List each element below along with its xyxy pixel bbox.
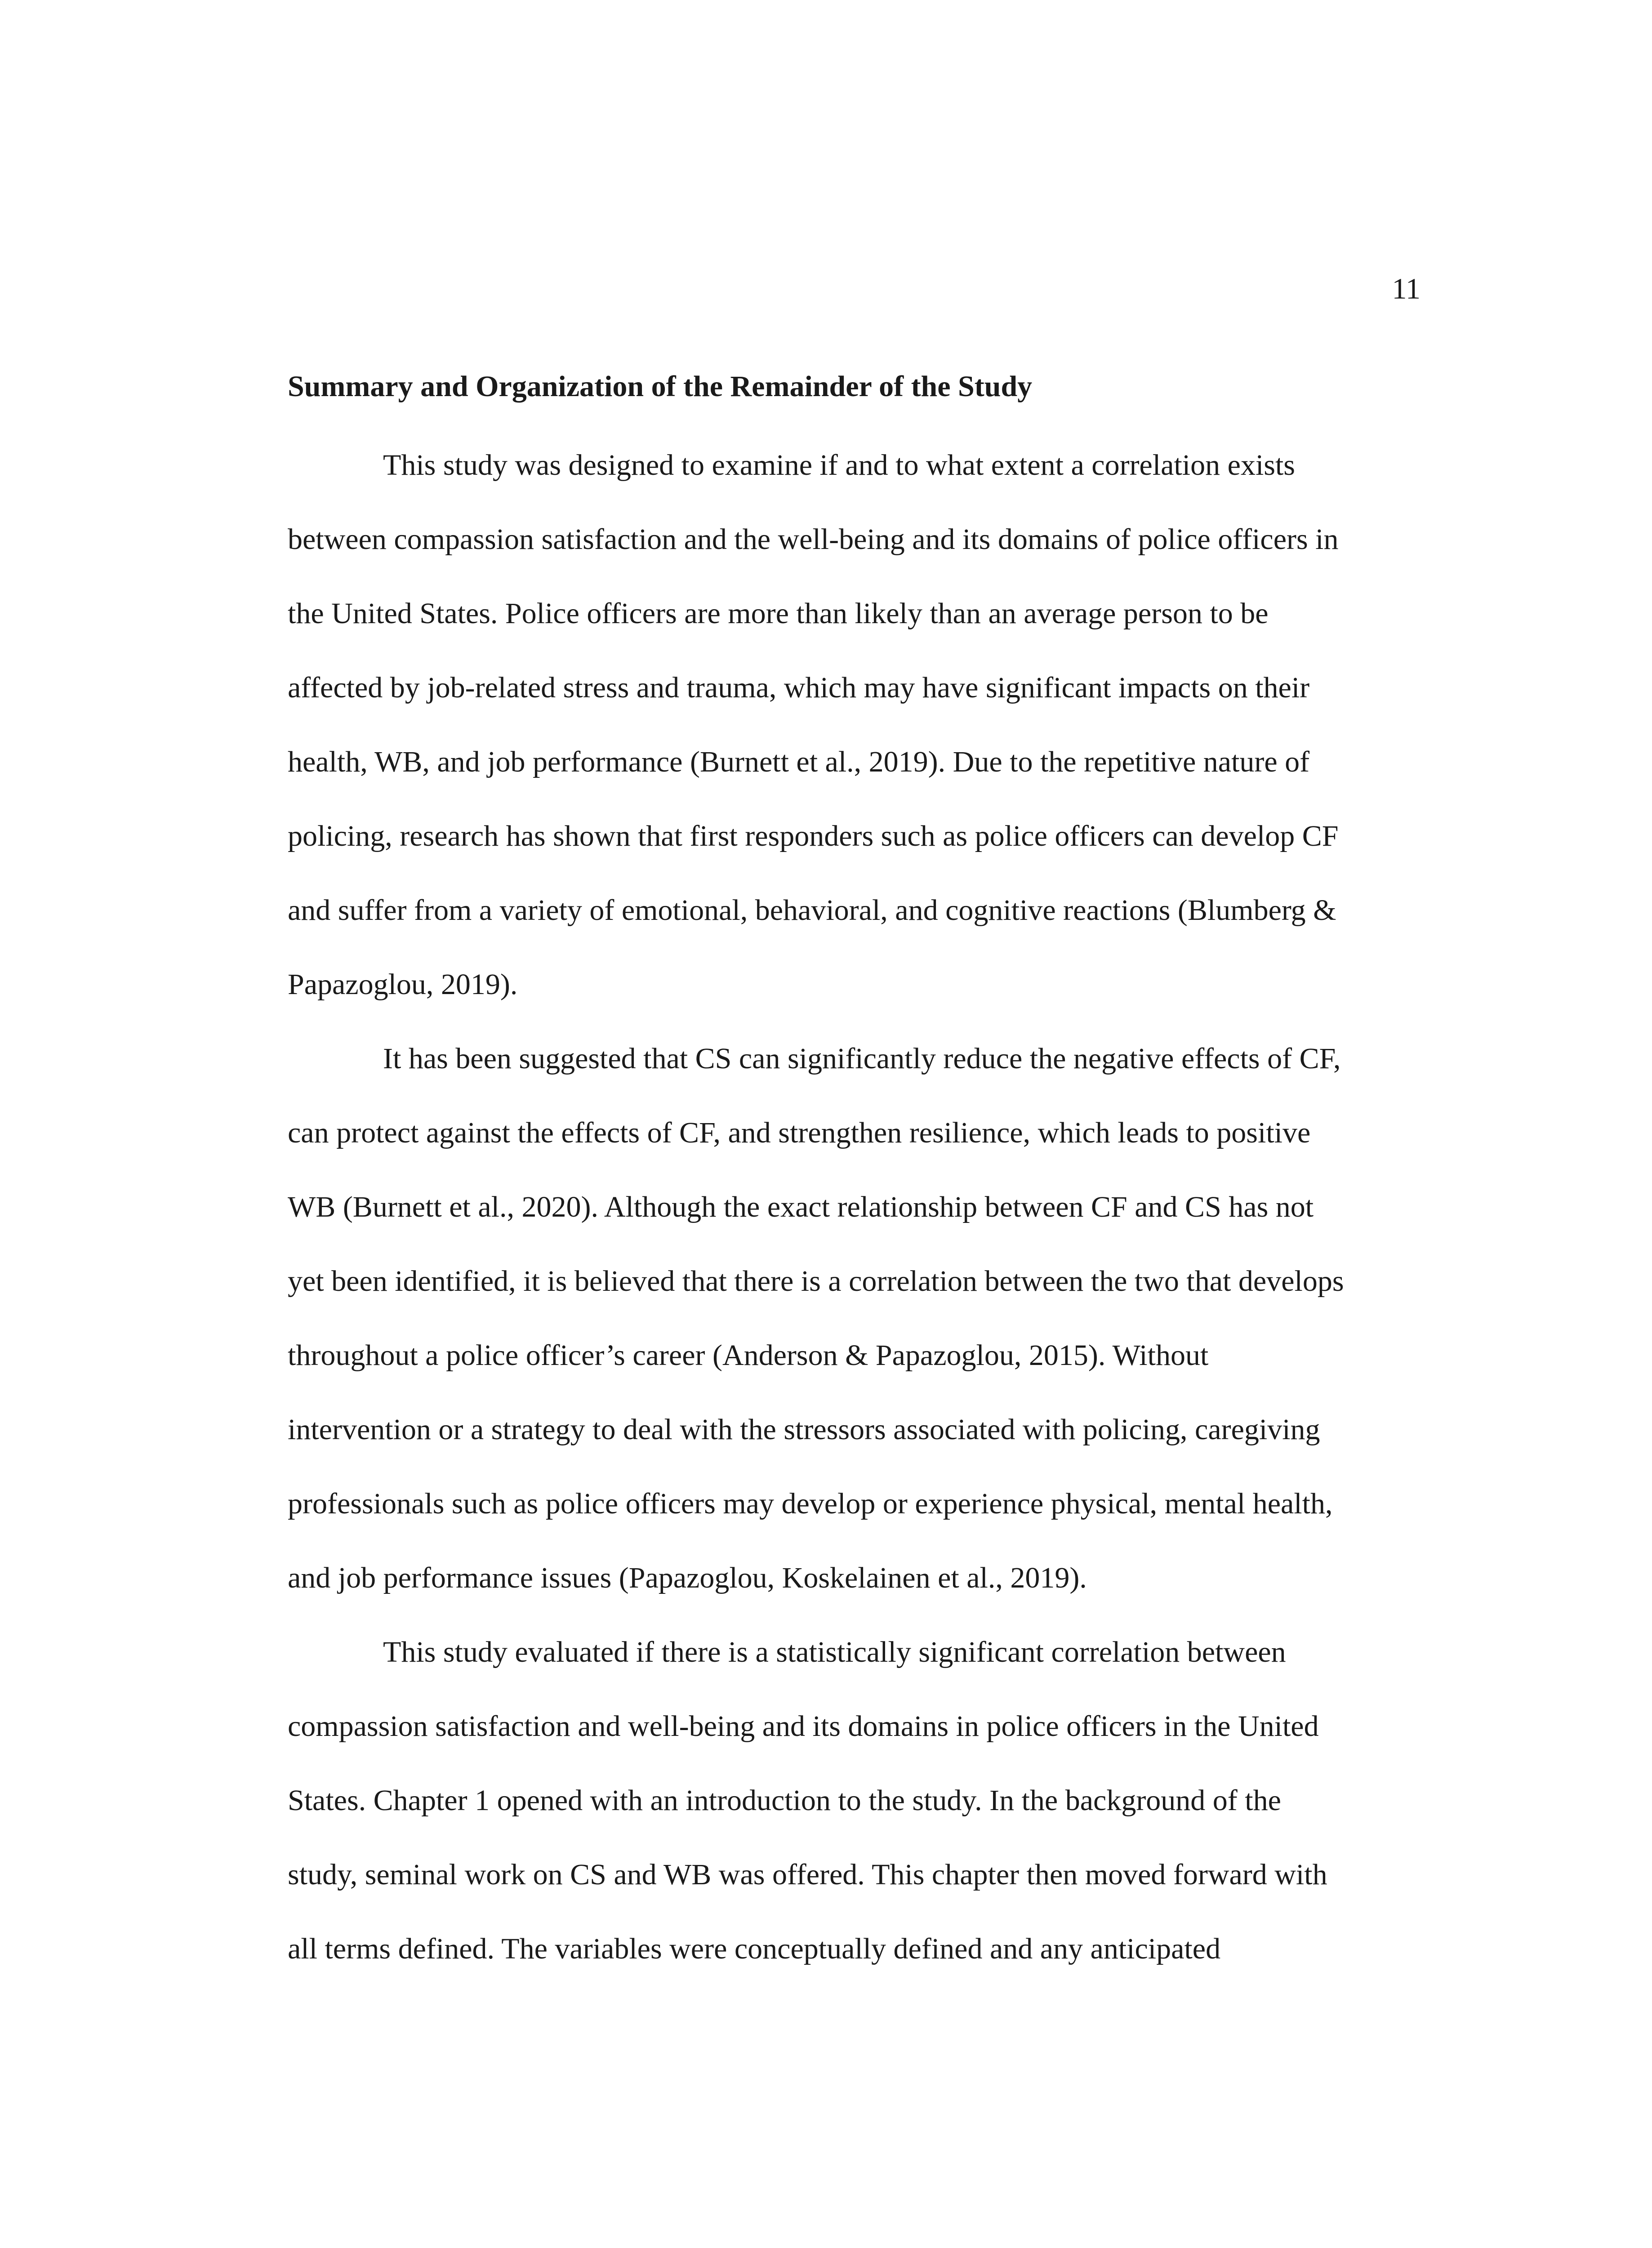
text-line: study, seminal work on CS and WB was offered. This chapter then moved forward with bbox=[288, 1858, 1327, 1891]
text-line: and job performance issues (Papazoglou, Koskelainen et al., 2019). bbox=[288, 1561, 1087, 1594]
text-line: and suffer from a variety of emotional, behavioral, and cognitive reactions (Blumberg & bbox=[288, 894, 1336, 927]
text-line: can protect against the effects of CF, and strengthen resilience, which leads to positive bbox=[288, 1116, 1311, 1149]
text-line: all terms defined. The variables were conceptually defined and any anticipated bbox=[288, 1932, 1221, 1965]
text-line: WB (Burnett et al., 2020). Although the exact relationship between CF and CS has not bbox=[288, 1191, 1314, 1223]
text-line: This study was designed to examine if and to what extent a correlation exists bbox=[383, 449, 1295, 482]
document-body bbox=[288, 366, 1438, 1986]
text-line: professionals such as police officers may develop or experience physical, mental health, bbox=[288, 1487, 1333, 1520]
paragraph-1 bbox=[288, 428, 1438, 1021]
paragraph-2 bbox=[288, 1021, 1438, 1615]
text-line: States. Chapter 1 opened with an introduction to the study. In the background of the bbox=[288, 1784, 1281, 1817]
page-number: 11 bbox=[1392, 272, 1420, 305]
text-line: affected by job-related stress and trauma, which may have significant impacts on their bbox=[288, 671, 1310, 704]
text-line: the United States. Police officers are more than likely than an average person to be bbox=[288, 597, 1269, 630]
text-line: It has been suggested that CS can significantly reduce the negative effects of CF, bbox=[383, 1042, 1341, 1075]
text-line: policing, research has shown that first responders such as police officers can develop CF bbox=[288, 820, 1339, 852]
section-heading: Summary and Organization of the Remainder of the Study bbox=[288, 370, 1033, 403]
text-line: Papazoglou, 2019). bbox=[288, 968, 518, 1001]
paragraph-3 bbox=[288, 1615, 1438, 1986]
text-line: intervention or a strategy to deal with the stressors associated with policing, caregiving bbox=[288, 1413, 1320, 1446]
text-line: This study evaluated if there is a statistically significant correlation between bbox=[383, 1636, 1286, 1668]
text-line: yet been identified, it is believed that there is a correlation between the two that develops bbox=[288, 1265, 1344, 1298]
text-line: between compassion satisfaction and the well-being and its domains of police officers in bbox=[288, 523, 1339, 556]
text-line: throughout a police officer’s career (Anderson & Papazoglou, 2015). Without bbox=[288, 1339, 1209, 1372]
text-line: compassion satisfaction and well-being and its domains in police officers in the United bbox=[288, 1710, 1319, 1743]
text-line: health, WB, and job performance (Burnett et al., 2019). Due to the repetitive nature of bbox=[288, 745, 1310, 778]
